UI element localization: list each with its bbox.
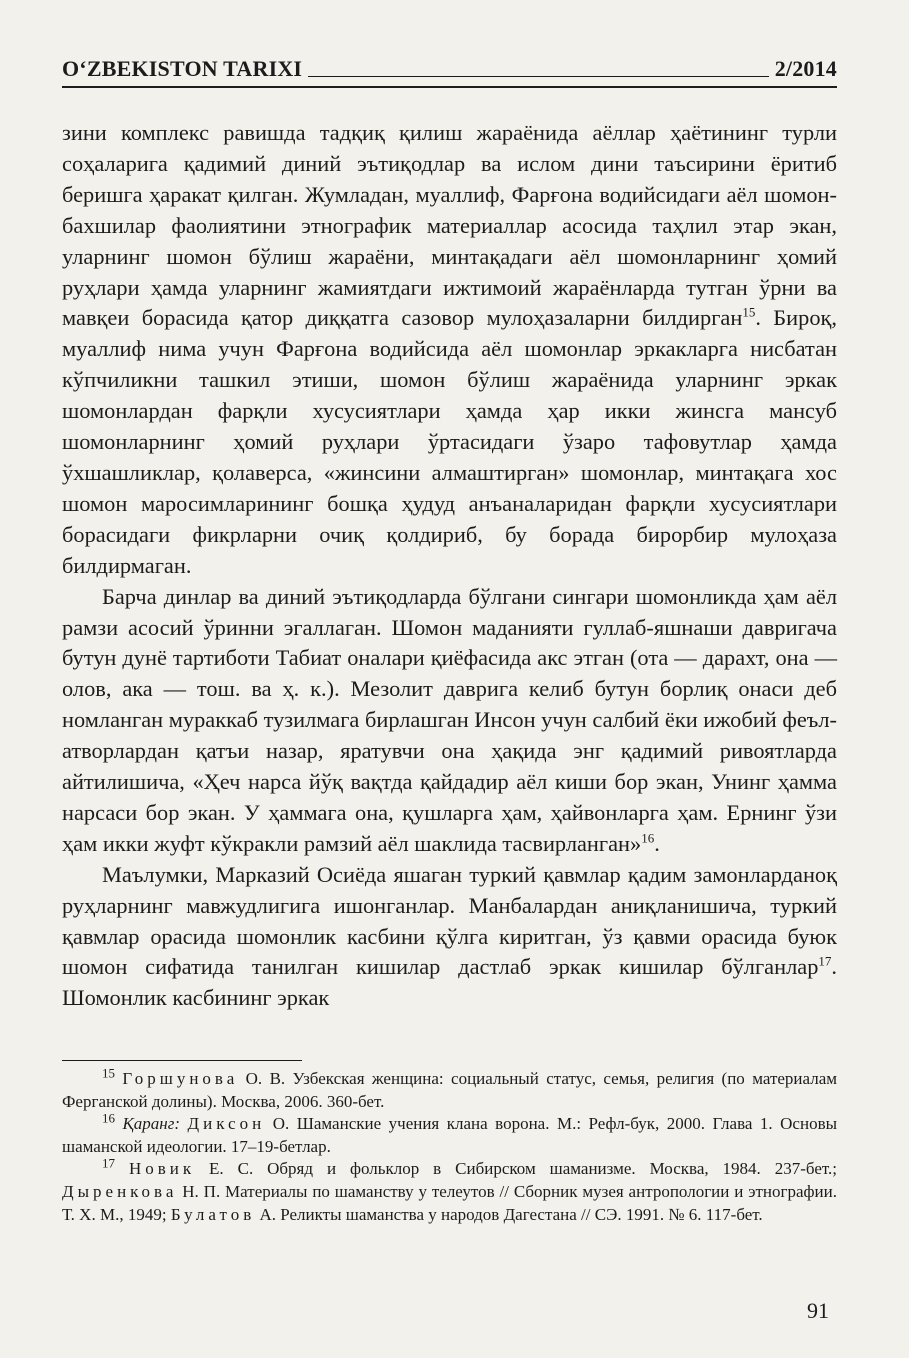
footnotes bbox=[62, 1065, 838, 1226]
footnote-ref-15: 15 bbox=[742, 304, 756, 320]
running-header bbox=[62, 56, 837, 82]
paragraph-2: Барча динлар ва диний эътиқодларда бўлгани сингари шомонликда ҳам аёл рамзи асосий ўринни эгаллаган. Шомон маданияти гуллаб-яшнаши давригача бутун дунё тартиботи Табиат оналари қиёфасида акс этган (ота — дарахт, она — олов, ака — тош. ва ҳ. к.). Мезолит даврига келиб бутун борлиқ онаси деб номланган мураккаб тузилмага бирлашган Инсон учун салбий ёки ижобий феъл-атворлардан қатъи назар, яратувчи она ҳақида энг қадимий ривоятларда айтилишича, «Ҳеч нарса йўқ вақтда қайдадир аёл киши бор экан, Унинг ҳамма нарсаси бор экан. У ҳаммага она, қушларга ҳам, ҳайвонларга ҳам. Ернинг ўзи ҳам икки жуфт кўкракли рамзий аёл шаклида тасвирланган»$^{16}$. bbox=[62, 583, 837, 856]
footnote-16: $^{16}$ Қаранг: Диксон О. Шаманские учения клана ворона. М.: Рефл-бук, 2000. Глава 1. Основы шаманской идеологии. 17–19-бетлар. bbox=[62, 1110, 838, 1156]
paragraph-1: зини комплекс равишда тадқиқ қилиш жараёнида аёллар ҳаётининг турли соҳаларига қадимий диний эътиқодлар ва ислом дини таъсирини ёритиб беришга ҳаракат қилган. Жумладан, муаллиф, Фарғона водийсидаги аёл шомон-бахшилар фаолиятини этнографик материаллар асосида таҳлил этар экан, уларнинг шомон бўлиш жараёни, минтақадаги аёл шомонларнинг ҳомий руҳлари ҳамда уларнинг жамиятдаги ижтимоий жараёнларда тутган ўрни ва мавқеи борасида қатор диққатга сазовор мулоҳазаларни билдирган$^{15}$. Бироқ, муаллиф нима учун Фарғона водийсида аёл шомонлар эркакларга нисбатан кўпчиликни ташкил этиши, шомон бўлиш жараёнида уларнинг эркак шомонлардан фарқли хусусиятлари ҳамда ҳар икки жинсга мансуб шомонларнинг ҳомий руҳлари ўртасидаги ўзаро тафовутлар ҳамда ўхшашликлар, қолаверса, «жинсини алмаштирган» шомонлар, минтақага хос шомон маросимларининг бошқа ҳудуд анъаналаридан фарқли хусусиятлари борасидаги фикрларни очиқ қолдириб, бу борада бирорбир мулоҳаза билдирмаган. bbox=[62, 120, 837, 578]
header-divider bbox=[62, 86, 837, 88]
footnote-ref-16: 16 bbox=[641, 830, 655, 846]
footnote-ref-17: 17 bbox=[818, 954, 832, 969]
page-number: 91 bbox=[807, 1298, 829, 1323]
main-text bbox=[62, 118, 837, 1014]
footnote-divider bbox=[62, 1060, 302, 1061]
footnote-15: $^{15}$ Горшунова О. В. Узбекская женщина: социальный статус, семья, религия (по материалам Ферганской долины). Москва, 2006. 360-бет. bbox=[62, 1065, 837, 1111]
paragraph-3: Маълумки, Марказий Осиёда яшаган туркий қавмлар қадим замонларданоқ руҳларнинг мавжудлигига ишонганлар. Манбалардан аниқланишича, туркий қавмлар орасида шомонлик касбини қўлга киритган, ўз қавми орасида буюк шомон сифатида танилган кишилар дастлаб эркак кишилар бўлганлар$^{17}$. Шомонлик касбининг эркак bbox=[62, 861, 837, 1011]
issue-number: 2/2014 bbox=[774, 56, 837, 81]
journal-title: O‘ZBEKISTON TARIXI bbox=[62, 56, 303, 81]
header-rule bbox=[308, 76, 769, 77]
footnote-17: $^{17}$ Новик Е. С. Обряд и фольклор в Сибирском шаманизме. Москва, 1984. 237-бет.; Дыренкова Н. П. Материалы по шаманству у телеутов // Сборник музея антропологии и этнографии. Т. Х. М., 1949; Булатов А. Реликты шаманства у народов Дагестана // СЭ. 1991. № 6. 117-бет. bbox=[62, 1155, 837, 1224]
